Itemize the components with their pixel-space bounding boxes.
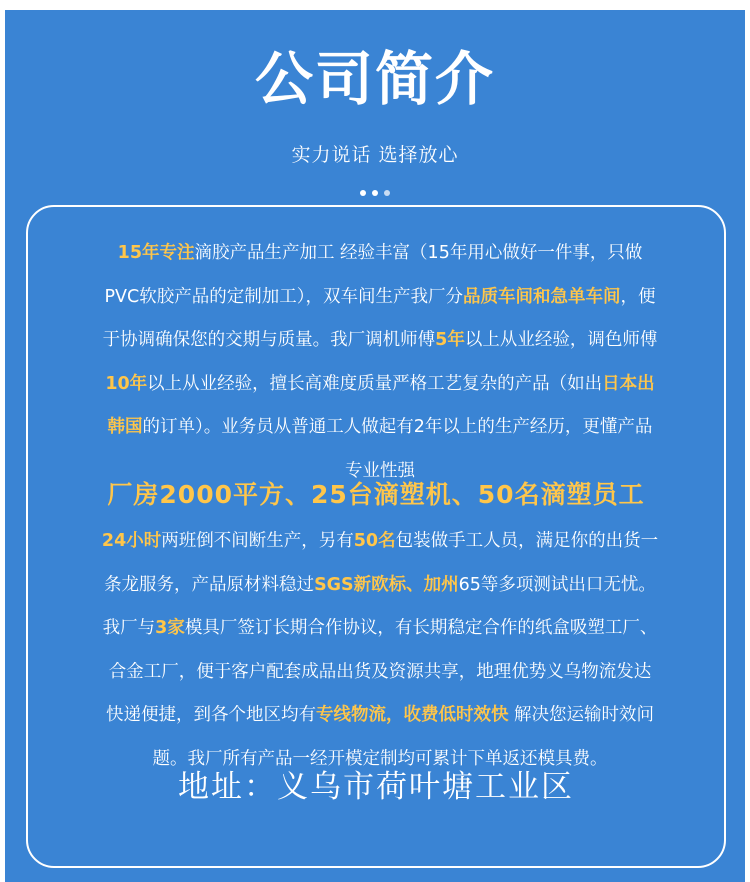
intro-line: 专业性强 [345,460,415,481]
page-subtitle: 实力说话 选择放心 [291,144,459,166]
intro-text: 的订单）。业务员从普通工人做起有2年以上的生产经历，更懂产品 [142,417,653,437]
intro-line [44,232,716,276]
intro-card [26,205,726,868]
intro-text: 以上从业经验，擅长高难度质量严格工艺复杂的产品（如出 [147,373,603,394]
intro-paragraph [44,232,716,493]
highlight-text: 急单车间 [550,286,621,307]
highlight-text: 日本出 [602,373,655,394]
highlight-text: 韩国 [107,417,143,437]
highlight-text: 50名 [353,531,396,551]
highlight-text: 10年 [105,373,148,394]
intro-text: 滴胶产品生产加工 经验丰富（15年用心做好一件事，只做 [194,243,643,263]
details-line [44,520,716,564]
highlight-text: 收费低时效快 [403,705,509,725]
company-profile-banner [5,10,745,882]
details-text: 条龙服务，产品原材料稳过 [104,574,315,595]
details-line [44,564,716,608]
intro-line [44,363,716,407]
highlight-text: 品质车间 [463,286,533,307]
details-text: 包装做手工人员，满足你的出货一 [395,531,659,551]
intro-text: 以上从业经验，调色师傅 [464,330,658,350]
details-text: 快递便捷，到各个地区均有 [105,705,316,725]
highlight-text: 15年专注 [117,243,195,263]
intro-line [44,319,716,363]
dot-icon [360,190,366,196]
pagination-dots [5,181,745,200]
page-title: 公司简介 [254,45,495,113]
intro-text: ，便 [620,286,656,307]
details-line: 合金工厂，便于客户配套成品出货及资源共享，地理优势义乌物流发达 [108,661,652,682]
dot-icon [384,190,390,196]
highlight-text: 24小时 [101,531,162,551]
intro-text: 于协调确保您的交期与质量。我厂调机师傅 [102,330,436,350]
details-text: 两班倒不间断生产，另有 [161,531,354,551]
details-text: 我厂与 [102,618,156,638]
details-line [44,607,716,651]
address-text: 地址：义乌市荷叶塘工业区 [178,769,574,805]
details-paragraph [44,520,716,781]
details-text: 65等多项测试出口无忧。 [458,574,656,595]
details-text: 模具厂签订长期合作协议，有长期稳定合作的纸盒吸塑工厂、 [184,618,658,638]
intro-line [44,276,716,320]
highlight-text: 专线物流， [315,705,404,725]
intro-text: PVC软胶产品的定制加工），双车间生产我厂分 [104,286,463,307]
details-text: 解决您运输时效问 [508,705,655,725]
dot-icon [372,190,378,196]
highlight-text: 5年 [435,330,465,350]
highlight-text: 和 [533,286,551,307]
intro-line [44,406,716,450]
factory-headline: 厂房2000平方、25台滴塑机、50名滴塑员工 [107,480,645,509]
details-line [44,694,716,738]
details-line: 题。我厂所有产品一经开模定制均可累计下单返还模具费。 [152,748,608,769]
highlight-text: 3家 [155,618,185,638]
highlight-text: SGS新欧标、加州 [314,574,459,595]
